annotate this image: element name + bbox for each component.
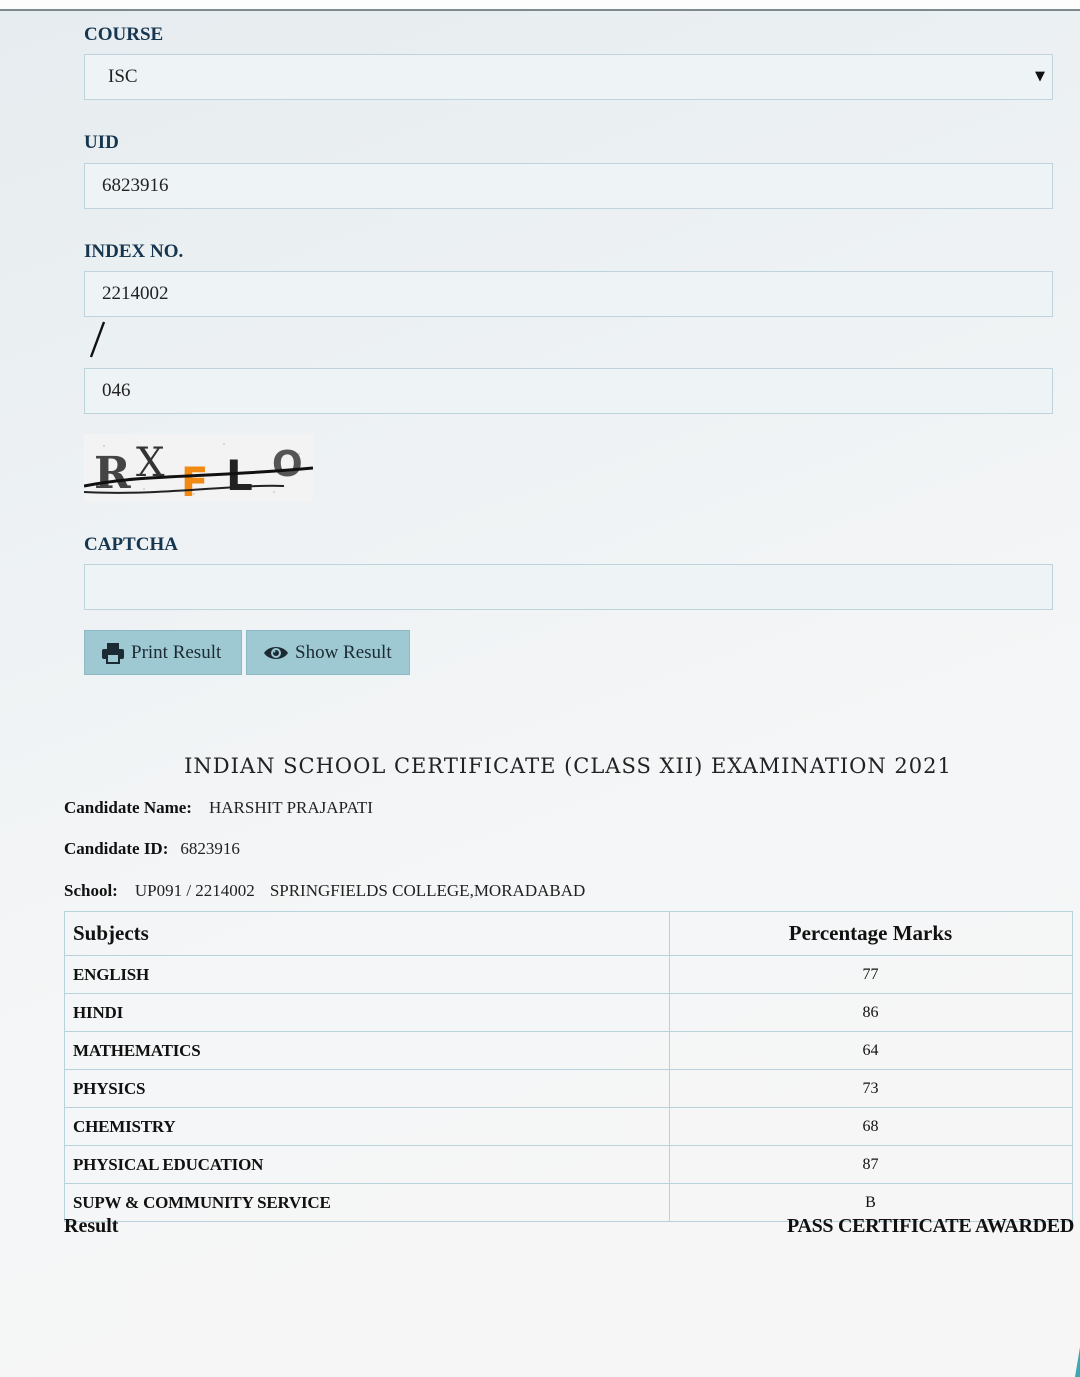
table-row: [65, 1032, 1073, 1070]
table-row: [65, 1070, 1073, 1108]
mark-cell: 64: [670, 1032, 1073, 1070]
subject-cell: SUPW & COMMUNITY SERVICE: [65, 1184, 670, 1222]
mark-cell: 86: [670, 994, 1073, 1032]
svg-text:O: O: [272, 444, 303, 485]
index-label: INDEX NO.: [84, 241, 184, 262]
table-row: [65, 994, 1073, 1032]
subject-cell: CHEMISTRY: [65, 1108, 670, 1146]
subject-cell: PHYSICAL EDUCATION: [65, 1146, 670, 1184]
svg-text:L: L: [226, 451, 253, 500]
marks-table: [64, 911, 1073, 1222]
candidate-id: 6823916: [180, 839, 240, 858]
show-result-label: Show Result: [295, 641, 392, 663]
subjects-header: Subjects: [65, 912, 670, 956]
candidate-id-row: [64, 839, 240, 859]
table-header-row: [65, 912, 1073, 956]
candidate-name-label: Candidate Name:: [64, 798, 192, 817]
subject-cell: ENGLISH: [65, 956, 670, 994]
candidate-id-label: Candidate ID:: [64, 839, 169, 858]
mark-cell: 87: [670, 1146, 1073, 1184]
exam-heading: INDIAN SCHOOL CERTIFICATE (CLASS XII) EXAMINATION 2021: [184, 754, 952, 778]
table-row: [65, 956, 1073, 994]
candidate-name: HARSHIT PRAJAPATI: [208, 798, 373, 817]
mark-cell: 73: [670, 1070, 1073, 1108]
print-result-label: Print Result: [131, 641, 222, 663]
candidate-name-row: [64, 798, 373, 818]
captcha-input[interactable]: [84, 564, 1053, 610]
uid-input[interactable]: 6823916: [84, 163, 1053, 209]
school-code: UP091 / 2214002: [134, 881, 255, 900]
subject-cell: HINDI: [65, 994, 670, 1032]
mark-cell: 77: [670, 956, 1073, 994]
table-row: [65, 1108, 1073, 1146]
course-selected-value: ISC: [108, 66, 138, 87]
captcha-label: CAPTCHA: [84, 534, 178, 555]
result-value: PASS CERTIFICATE AWARDED: [787, 1215, 1074, 1237]
svg-text:F: F: [181, 460, 209, 502]
subject-cell: PHYSICS: [65, 1070, 670, 1108]
index-suffix-input[interactable]: 046: [84, 368, 1053, 414]
table-row: [65, 1146, 1073, 1184]
school-row: [64, 881, 585, 901]
school-label: School:: [64, 881, 118, 900]
marks-header: Percentage Marks: [670, 912, 1073, 956]
chevron-down-icon: ▼: [1035, 69, 1045, 84]
top-border: [0, 0, 1080, 11]
captcha-image: [84, 434, 313, 502]
svg-text:R: R: [94, 448, 131, 499]
subject-cell: MATHEMATICS: [65, 1032, 670, 1070]
result-row: [64, 1215, 1074, 1238]
school-name: SPRINGFIELDS COLLEGE,MORADABAD: [269, 881, 586, 900]
uid-label: UID: [84, 132, 119, 153]
svg-text:X: X: [136, 440, 165, 486]
print-result-button[interactable]: [84, 630, 242, 675]
page-corner-accent: [1072, 1347, 1080, 1377]
index-input[interactable]: 2214002: [84, 271, 1053, 317]
course-select[interactable]: [84, 54, 1053, 100]
show-result-button[interactable]: [246, 630, 410, 675]
index-separator: [86, 320, 112, 360]
mark-cell: B: [670, 1184, 1073, 1222]
course-label: COURSE: [84, 24, 164, 45]
result-label: Result: [64, 1215, 119, 1237]
mark-cell: 68: [670, 1108, 1073, 1146]
printer-icon: [101, 642, 125, 664]
eye-icon: [263, 644, 289, 662]
